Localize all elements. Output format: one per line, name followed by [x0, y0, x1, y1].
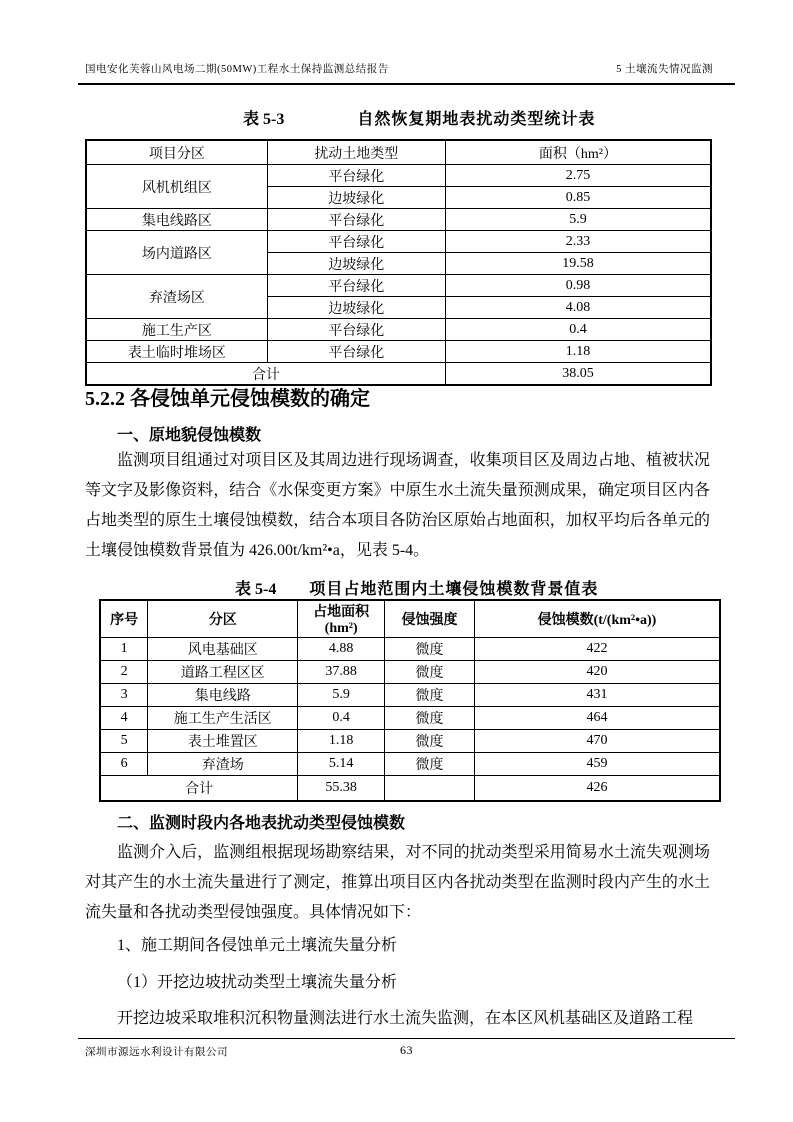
section-heading-5-2-2: 5.2.2 各侵蚀单元侵蚀模数的确定 [85, 388, 370, 410]
total-label-cell: 合计 [86, 363, 445, 386]
table-5-4 [99, 599, 721, 802]
table-total-row [100, 776, 720, 802]
zone-cell: 集电线路区 [86, 209, 267, 231]
table-row [86, 275, 711, 297]
page-header [78, 61, 735, 85]
modulus-cell: 422 [474, 638, 720, 661]
total-modulus-cell: 426 [474, 776, 720, 802]
number-cell: 3 [100, 684, 148, 707]
total-area-cell: 55.38 [298, 776, 385, 802]
zone-cell: 表土堆置区 [148, 730, 298, 753]
intensity-cell: 微度 [385, 661, 475, 684]
header-report-title: 国电安化芙蓉山风电场二期(50MW)工程水土保持监测总结报告 [85, 64, 389, 75]
table-row [86, 341, 711, 363]
area-cell: 1.18 [445, 341, 711, 363]
page-footer [78, 1038, 735, 1058]
column-header-zone: 分区 [148, 600, 298, 638]
type-cell: 边坡绿化 [267, 253, 445, 275]
modulus-cell: 431 [474, 684, 720, 707]
table-5-3-caption-label: 表 5-3 [243, 111, 285, 128]
area-cell: 0.85 [445, 187, 711, 209]
number-cell: 5 [100, 730, 148, 753]
table-5-3-caption-title: 自然恢复期地表扰动类型统计表 [357, 111, 596, 128]
zone-cell: 弃渣场区 [86, 275, 267, 319]
zone-cell: 施工生产区 [86, 319, 267, 341]
area-cell: 0.98 [445, 275, 711, 297]
area-cell: 4.08 [445, 297, 711, 319]
column-header-occupied-area: 占地面积(hm²) [298, 600, 385, 638]
header-chapter-title: 5 土壤流失情况监测 [616, 64, 713, 75]
zone-cell: 表土临时堆场区 [86, 341, 267, 363]
number-cell: 1 [100, 638, 148, 661]
column-header-number: 序号 [100, 600, 148, 638]
total-label-cell: 合计 [100, 776, 298, 802]
type-cell: 边坡绿化 [267, 297, 445, 319]
type-cell: 边坡绿化 [267, 187, 445, 209]
table-5-3-header-row [86, 140, 711, 165]
total-area-cell: 38.05 [445, 363, 711, 386]
area-cell: 5.9 [298, 684, 385, 707]
area-cell: 2.75 [445, 165, 711, 187]
type-cell: 平台绿化 [267, 165, 445, 187]
list-item-construction-period-analysis: 1、施工期间各侵蚀单元土壤流失量分析 [117, 937, 398, 954]
modulus-cell: 459 [474, 753, 720, 776]
column-header-project-zone: 项目分区 [86, 140, 267, 165]
zone-cell: 风机机组区 [86, 165, 267, 209]
table-row [100, 753, 720, 776]
number-cell: 4 [100, 707, 148, 730]
intensity-cell: 微度 [385, 707, 475, 730]
column-header-erosion-modulus: 侵蚀模数(t/(km²•a)) [474, 600, 720, 638]
subheading-original-landform-modulus: 一、原地貌侵蚀模数 [117, 427, 262, 444]
intensity-cell: 微度 [385, 638, 475, 661]
area-cell: 4.88 [298, 638, 385, 661]
total-intensity-cell [385, 776, 475, 802]
list-item-excavated-slope-analysis: （1）开挖边坡扰动类型土壤流失量分析 [117, 974, 398, 991]
column-header-area: 面积（hm²） [445, 140, 711, 165]
table-5-4-caption-label: 表 5-4 [235, 581, 277, 598]
table-row [100, 707, 720, 730]
area-cell: 0.4 [298, 707, 385, 730]
zone-cell: 弃渣场 [148, 753, 298, 776]
table-row [86, 231, 711, 253]
modulus-cell: 470 [474, 730, 720, 753]
number-cell: 6 [100, 753, 148, 776]
area-cell: 37.88 [298, 661, 385, 684]
table-5-4-caption-title: 项目占地范围内土壤侵蚀模数背景值表 [309, 581, 599, 598]
modulus-cell: 464 [474, 707, 720, 730]
type-cell: 平台绿化 [267, 209, 445, 231]
zone-cell: 风电基础区 [148, 638, 298, 661]
table-row [100, 684, 720, 707]
modulus-cell: 420 [474, 661, 720, 684]
footer-company-name: 深圳市源远水利设计有限公司 [85, 1047, 228, 1058]
table-row [86, 209, 711, 231]
paragraph-original-modulus: 监测项目组通过对项目区及其周边进行现场调查，收集项目区及周边占地、植被状况等文字及影像资料，结合《水保变更方案》中原生水土流失量预测成果，确定项目区内各占地类型的原生土壤侵蚀模数，结合本项目各防治区原始占地面积，加权平均后各单元的土壤侵蚀模数背景值为 426.00t/km²•a，见表 5-4。 [85, 452, 710, 559]
area-cell: 0.4 [445, 319, 711, 341]
area-cell: 1.18 [298, 730, 385, 753]
table-5-4-caption [85, 576, 598, 599]
intensity-cell: 微度 [385, 684, 475, 707]
table-row [86, 165, 711, 187]
type-cell: 平台绿化 [267, 231, 445, 253]
table-5-3-caption [85, 106, 595, 129]
paragraph-monitoring-method: 监测介入后，监测组根据现场勘察结果，对不同的扰动类型采用简易水土流失观测场对其产生的水土流失量进行了测定，推算出项目区内各扰动类型在监测时段内产生的水土流失量和各扰动类型侵蚀强度。具体情况如下： [85, 844, 710, 921]
zone-cell: 道路工程区区 [148, 661, 298, 684]
subheading-monitoring-period-modulus: 二、监测时段内各地表扰动类型侵蚀模数 [117, 815, 406, 832]
intensity-cell: 微度 [385, 730, 475, 753]
area-cell: 5.14 [298, 753, 385, 776]
type-cell: 平台绿化 [267, 319, 445, 341]
table-5-4-header-row [100, 600, 720, 638]
column-header-disturbed-land-type: 扰动土地类型 [267, 140, 445, 165]
column-header-erosion-intensity: 侵蚀强度 [385, 600, 475, 638]
table-5-3 [85, 139, 712, 386]
table-row [100, 638, 720, 661]
type-cell: 平台绿化 [267, 275, 445, 297]
area-cell: 2.33 [445, 231, 711, 253]
table-row [100, 730, 720, 753]
zone-cell: 集电线路 [148, 684, 298, 707]
number-cell: 2 [100, 661, 148, 684]
paragraph-excavated-slope-monitoring: 开挖边坡采取堆积沉积物量测法进行水土流失监测，在本区风机基础区及道路工程 [117, 1010, 694, 1027]
zone-cell: 施工生产生活区 [148, 707, 298, 730]
area-cell: 19.58 [445, 253, 711, 275]
area-cell: 5.9 [445, 209, 711, 231]
zone-cell: 场内道路区 [86, 231, 267, 275]
table-row [100, 661, 720, 684]
page-number: 63 [400, 1043, 413, 1057]
type-cell: 平台绿化 [267, 341, 445, 363]
table-row [86, 319, 711, 341]
intensity-cell: 微度 [385, 753, 475, 776]
